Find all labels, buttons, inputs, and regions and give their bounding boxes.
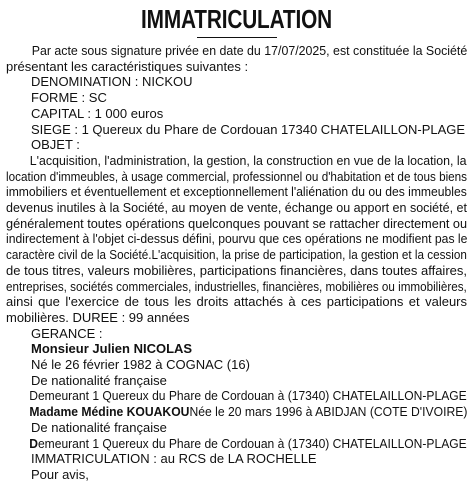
manager-birth: Née le 20 mars 1996 à ABIDJAN (COTE D'IVOIRE): [189, 404, 468, 420]
denomination-line: DENOMINATION : NICKOU: [31, 74, 193, 90]
manager-address: Demeurant 1 Quereux du Phare de Cordouan à (17340) CHATELAILLON-PLAGE: [29, 388, 467, 404]
manager-nationality: De nationalité française: [31, 372, 167, 388]
intro-line: Par acte sous signature privée en date du 17/07/2025, est constituée la Société: [31, 43, 468, 58]
objet-line: entreprises, sociétés commerciales, industrielles, financières, mobilières ou immobilières,: [6, 278, 467, 294]
objet-line: L'acquisition, l'administration, la gestion, la construction en vue de la location, la: [29, 152, 467, 168]
objet-line: indirectement à l'objet ci-dessus défini, pourvu que ces opérations ne modifient pas le: [6, 231, 468, 247]
manager-name: Monsieur Julien NICOLAS: [31, 341, 193, 357]
manager-address: [6, 435, 467, 452]
address-rest: emeurant 1 Quereux du Phare de Cordouan à (17340) CHATELAILLON-PLAGE: [37, 435, 467, 451]
capital-line: CAPITAL : 1 000 euros: [31, 105, 164, 121]
title-underline: [197, 37, 277, 38]
notice-body: [6, 43, 467, 483]
objet-label: OBJET :: [31, 137, 80, 153]
gerance-label: GERANCE :: [31, 325, 103, 341]
intro-line: présentant les caractéristiques suivantes :: [6, 58, 249, 74]
manager-birth: Né le 26 février 1982 à COGNAC (16): [31, 357, 250, 373]
objet-paragraph: [6, 153, 467, 326]
objet-line: location d'immeubles, à usage commercial, professionnel ou d'habitation et de tous biens: [6, 168, 468, 184]
manager-name: Madame Médine KOUAKOU: [29, 404, 190, 420]
objet-line: caractère civil de la Société.L'acquisition, la prise de participation, la gestion et la cession: [6, 247, 467, 263]
forme-line: FORME : SC: [31, 90, 107, 106]
objet-line: ainsi que l'exercice de tous les droits attachés à ces participations et valeurs: [6, 294, 467, 310]
objet-line: devenus inutiles à la Société, au moyen de vente, échange ou apport en société, et: [6, 200, 467, 216]
siege-line: SIEGE : 1 Quereux du Phare de Cordouan 17340 CHATELAILLON-PLAGE: [31, 121, 466, 137]
objet-line: mobilières. DUREE : 99 années: [6, 309, 190, 325]
closing-line: Pour avis,: [31, 466, 89, 482]
manager-nationality: De nationalité française: [31, 419, 167, 435]
address-initial: D: [29, 435, 38, 451]
manager-name-birth-line: [6, 404, 468, 420]
objet-line: immobiliers et éventuellement et exceptionnellement l'aliénation du ou des immeubles: [6, 184, 467, 200]
objet-line: généralement toutes opérations quelconques pouvant se rattacher directement ou: [6, 215, 468, 231]
notice-title: IMMATRICULATION: [141, 4, 332, 34]
immatriculation-line: IMMATRICULATION : au RCS de LA ROCHELLE: [31, 451, 317, 467]
objet-line: de tous titres, valeurs mobilières, participations financières, dans toutes affaires,: [6, 262, 467, 278]
